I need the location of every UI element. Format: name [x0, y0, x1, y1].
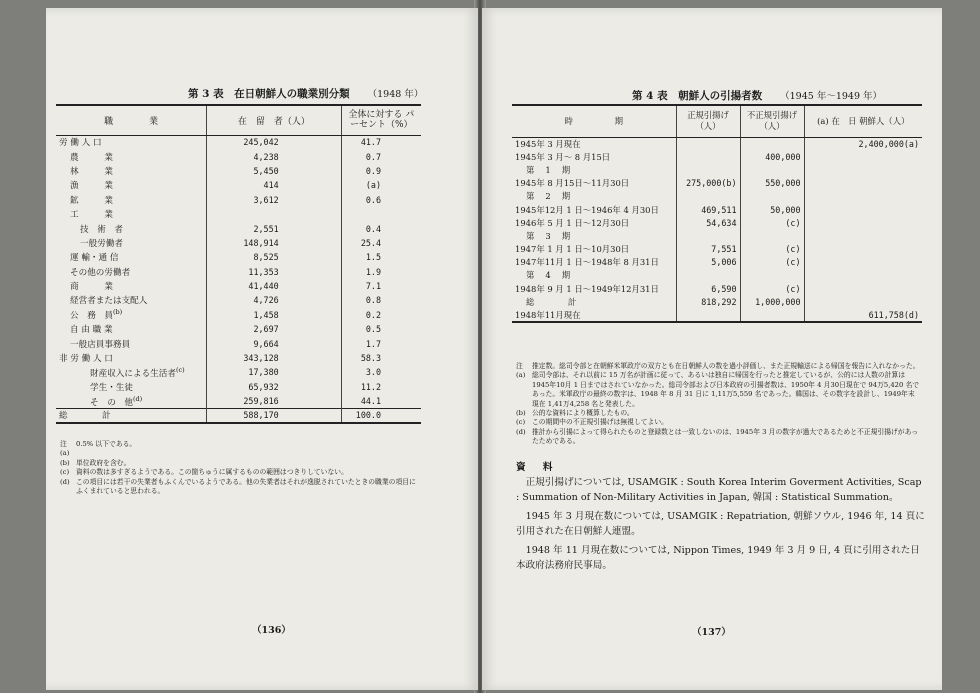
table-row: [56, 149, 421, 163]
irregular-count: (c): [740, 216, 804, 229]
regular-count: 6,590: [676, 282, 740, 295]
resident-count: 414: [207, 178, 342, 192]
table-row: [56, 207, 421, 221]
note-text: 単位政府を含む。: [76, 458, 131, 467]
occupation-label: [56, 265, 207, 279]
table-row: [56, 279, 421, 293]
irregular-count: [740, 137, 804, 150]
resident-count: 2,551: [207, 221, 342, 235]
regular-count: 818,292: [676, 295, 740, 308]
percent-value: 58.3: [360, 353, 381, 364]
header-irregular: 不正規引揚げ（人）: [740, 105, 804, 137]
occupation-label: [56, 236, 207, 250]
occupation-label: [56, 365, 207, 379]
regular-count: [676, 137, 740, 150]
occupation-label: [56, 193, 207, 207]
table-3-notes: [60, 440, 420, 496]
resident-count: [804, 256, 922, 269]
occupation-label: [56, 308, 207, 322]
occupation-label-text: 技 術 者: [80, 224, 123, 235]
table-row: [56, 221, 421, 235]
resident-count: 2,400,000(a): [858, 138, 919, 149]
note-item: [60, 459, 420, 468]
right-page: [482, 8, 942, 690]
note-text: この項目には若干の失業者もふくんでいるようである。他の失業者はそれが逸脱されていたときの職業の項目にふくまれていると思われる。: [76, 477, 416, 496]
source-paragraph: 1948 年 11 月現在数については, Nippon Times, 1949 年 3 月 9 日, 4 頁に引用された日本政府法務府民事局。: [516, 545, 920, 571]
occupation-label-text: 商 業: [70, 282, 113, 293]
period-label: 第 1 期: [512, 163, 676, 176]
occupation-label: [56, 408, 207, 422]
irregular-count: (c): [740, 282, 804, 295]
regular-count: [676, 163, 740, 176]
occupation-label: [56, 293, 207, 307]
irregular-count: 550,000: [740, 177, 804, 190]
table-4-year: （1945 年～1949 年）: [780, 91, 883, 102]
resident-count: 17,380: [207, 365, 342, 379]
resident-count: 41,440: [207, 279, 342, 293]
resident-count: 4,726: [207, 293, 342, 307]
period-label: 第 3 期: [512, 229, 676, 242]
note-text: 資料の数は多すぎるようである。この箇ちゅうに属するものの範囲はつきりしていない。: [76, 468, 348, 477]
period-label: 1947年 1 月 1 日～10月30日: [512, 243, 676, 256]
table-row: [56, 336, 421, 350]
occupation-label: [56, 149, 207, 163]
irregular-count: [740, 229, 804, 242]
header-resident: (a) 在 日 朝鮮人（人）: [804, 105, 922, 137]
table-row: [56, 178, 421, 192]
note-item: [60, 440, 420, 459]
table-row: [56, 365, 421, 379]
percent-value: 1.9: [365, 266, 381, 277]
percent-value: 0.5: [365, 324, 381, 335]
occupation-label-text: 一般労働者: [80, 238, 123, 249]
period-label: 1945年 8 月15日～11月30日: [512, 177, 676, 190]
percent-value: 1.7: [365, 338, 381, 349]
note-text: 0.5% 以下である。: [76, 440, 137, 448]
percent-value: (a): [365, 180, 381, 191]
table-row: [512, 177, 922, 190]
irregular-count: 400,000: [740, 150, 804, 163]
table-row: [56, 236, 421, 250]
occupation-label-text: そ の 他: [90, 397, 133, 408]
occupation-label: [56, 351, 207, 365]
irregular-count: 50,000: [740, 203, 804, 216]
table-3-year: （1948 年）: [367, 89, 424, 100]
table-row: [512, 203, 922, 216]
period-label: 1945年 3 月～ 8 月15日: [512, 150, 676, 163]
regular-count: 54,634: [676, 216, 740, 229]
regular-count: [676, 150, 740, 163]
occupation-label-text: 財産収入による生活者: [90, 368, 176, 379]
occupation-label-text: 非 労 働 人 口: [59, 354, 113, 365]
period-label: 1948年 9 月 1 日～1949年12月31日: [512, 282, 676, 295]
resident-count: 259,816: [207, 394, 342, 408]
note-item: [516, 362, 920, 409]
table-row: [512, 243, 922, 256]
occupation-label-text: 漁 業: [70, 181, 113, 192]
note-mark: 注 (a): [60, 440, 70, 458]
resident-count: [804, 177, 922, 190]
regular-count: [676, 269, 740, 282]
table-4-notes: [516, 362, 920, 447]
period-label: 1948年11月現在: [512, 308, 676, 321]
header-residents: 在 留 者（人）: [207, 105, 342, 135]
resident-count: [804, 269, 922, 282]
resident-count: 588,170: [207, 408, 342, 422]
table-3-title: 第 3 表 在日朝鮮人の職業別分類: [188, 88, 350, 100]
resident-count: 11,353: [207, 265, 342, 279]
regular-count: 7,551: [676, 243, 740, 256]
period-label: 1946年 5 月 1 日～12月30日: [512, 216, 676, 229]
occupation-label-text: 労 働 人 口: [59, 138, 102, 149]
percent-value: [341, 207, 421, 221]
table-row: [56, 408, 421, 422]
period-label: 1947年11月 1 日～1948年 8 月31日: [512, 256, 676, 269]
resident-count: [804, 150, 922, 163]
resident-count: [804, 243, 922, 256]
note-text: 推定数。総司令部と在朝鮮米軍政庁の双方とも在日朝鮮人の数を過小評価し、また正規輸送による帰国を報告に入れなかった。総司令部は、それ以前に 15 万名が計画に従って、あるいは独自に帰国を行ったと推定しているが、公的には人数の計算は 1945年10月 1 日まではされていなかった。総司令部および日本政府の引揚者数は、1950年 4 月30日現在で 94万5,420 名であった。米軍政庁の最終の数字は、1948 年 8 月 31 日に 1,11万5,559 名であった。韓国は、その数字を設計し、1949年末現在 1,41万4,258 名と発表した。: [532, 362, 920, 408]
occupation-label: [56, 336, 207, 350]
percent-value: 44.1: [360, 395, 381, 406]
occupation-label: [56, 164, 207, 178]
occupation-label-text: 林 業: [70, 166, 113, 177]
table-row: [512, 308, 922, 321]
table-row: [512, 269, 922, 282]
table-4-title: 第 4 表 朝鮮人の引揚者数: [632, 90, 763, 102]
table-row: [512, 190, 922, 203]
regular-count: 469,511: [676, 203, 740, 216]
table-row: [56, 351, 421, 365]
percent-value: 100.0: [355, 410, 381, 421]
resident-count: 245,042: [207, 135, 342, 149]
occupation-label-text: 工 業: [70, 210, 113, 221]
resident-count: [207, 207, 342, 221]
occupation-label: [56, 279, 207, 293]
note-text: この期間中の不正規引揚げは無視してよい。: [532, 418, 668, 427]
irregular-count: (c): [740, 256, 804, 269]
table-row: [512, 295, 922, 308]
table-header-row: [512, 105, 922, 137]
percent-value: 41.7: [360, 137, 381, 148]
occupation-label: [56, 135, 207, 149]
note-mark: (b): [112, 308, 123, 317]
irregular-count: [740, 190, 804, 203]
table-4-caption: [632, 88, 882, 103]
occupation-label: [56, 322, 207, 336]
percent-value: 0.4: [365, 223, 381, 234]
occupation-label: [56, 178, 207, 192]
note-mark: 注 (a): [516, 362, 526, 380]
resident-count: [804, 203, 922, 216]
percent-value: 7.1: [365, 281, 381, 292]
repatriation-table: [512, 104, 922, 323]
occupation-label-text: 経営者または支配人: [70, 296, 148, 307]
table-row: [56, 250, 421, 264]
occupation-label-text: 公 務 員: [70, 311, 113, 322]
table-row: [56, 135, 421, 149]
header-period: 時 期: [512, 105, 676, 137]
table-row: [56, 322, 421, 336]
irregular-count: 1,000,000: [740, 295, 804, 308]
header-regular: 正規引揚げ（人）: [676, 105, 740, 137]
period-label: 1945年12月 1 日～1946年 4 月30日: [512, 203, 676, 216]
note-mark: (b): [60, 458, 70, 467]
occupation-label: [56, 394, 207, 408]
percent-value: 0.7: [365, 151, 381, 162]
regular-count: 275,000(b): [676, 177, 740, 190]
table-row: [512, 256, 922, 269]
period-label: 第 4 期: [512, 269, 676, 282]
resident-count: [804, 295, 922, 308]
resident-count: 148,914: [207, 236, 342, 250]
note-item: [516, 428, 920, 447]
table-row: [512, 137, 922, 150]
percent-value: 0.2: [365, 309, 381, 320]
resident-count: [804, 190, 922, 203]
table-row: [56, 293, 421, 307]
table-header-row: [56, 105, 421, 135]
occupation-label-text: 運 輸・通 信: [70, 253, 119, 264]
resident-count: [804, 216, 922, 229]
period-label: 1945年 3 月現在: [512, 137, 676, 150]
note-item: [516, 418, 920, 427]
resident-count: 3,612: [207, 193, 342, 207]
note-mark: (d): [132, 394, 143, 403]
percent-value: 3.0: [365, 367, 381, 378]
resident-count: [804, 229, 922, 242]
occupation-label-text: その他の労働者: [70, 267, 131, 278]
irregular-count: [740, 308, 804, 321]
table-row: [512, 229, 922, 242]
resident-count: 8,525: [207, 250, 342, 264]
source-paragraph: 1945 年 3 月現在数については, USAMGIK : Repatriation, 朝鮮ソウル, 1946 年, 14 頁に引用された在日朝鮮人連盟。: [516, 511, 925, 537]
occupation-table: [56, 104, 421, 424]
table-row: [56, 308, 421, 322]
table-row: [512, 150, 922, 163]
resident-count: 65,932: [207, 380, 342, 394]
period-label: 第 2 期: [512, 190, 676, 203]
occupation-label-text: 学生・生徒: [90, 382, 133, 393]
note-item: [60, 478, 420, 497]
occupation-label-text: 総 計: [59, 411, 111, 422]
resident-count: [804, 282, 922, 295]
left-page: [46, 8, 478, 690]
header-occupation: 職 業: [56, 105, 207, 135]
note-mark: (c): [175, 366, 185, 375]
resident-count: 9,664: [207, 336, 342, 350]
resident-count: [804, 163, 922, 176]
irregular-count: [740, 269, 804, 282]
note-mark: (c): [60, 468, 70, 477]
sources-section: [516, 460, 926, 577]
irregular-count: [740, 163, 804, 176]
occupation-label: [56, 207, 207, 221]
page-number-136: （136）: [252, 625, 291, 636]
percent-value: 0.6: [365, 194, 381, 205]
source-paragraph: 正規引揚げについては, USAMGIK : South Korea Interim Goverment Activities, Scap : Summation of Non-Military Activities in Japan, 韓国 : Statistical Summation。: [516, 477, 922, 503]
percent-value: 11.2: [360, 381, 381, 392]
table-3-caption: [188, 86, 423, 101]
note-mark: (d): [60, 477, 70, 486]
occupation-label: [56, 380, 207, 394]
percent-value: 25.4: [360, 237, 381, 248]
resident-count: 4,238: [207, 149, 342, 163]
resident-count: 343,128: [207, 351, 342, 365]
table-row: [512, 216, 922, 229]
occupation-label-text: 農 業: [70, 152, 113, 163]
page-number-137: （137）: [692, 627, 731, 638]
table-row: [56, 265, 421, 279]
occupation-label-text: 一般店員事務員: [70, 339, 131, 350]
resident-count: 5,450: [207, 164, 342, 178]
percent-value: 0.9: [365, 165, 381, 176]
irregular-count: (c): [740, 243, 804, 256]
note-mark: (b): [516, 409, 526, 418]
occupation-label: [56, 221, 207, 235]
sources-heading: 資 料: [516, 462, 557, 473]
note-text: 推計から引揚によって得られたものと登録数とは一致しないのは、1945年 3 月の数字が過大であるためと不正規引揚げがあったためである。: [532, 427, 919, 446]
note-mark: (d): [516, 427, 526, 436]
regular-count: 5,006: [676, 256, 740, 269]
note-mark: (c): [516, 418, 526, 427]
resident-count: 611,758(d): [868, 309, 919, 320]
resident-count: 1,458: [207, 308, 342, 322]
note-text: 公的な資料により概算したもの。: [532, 409, 634, 418]
header-percent: 全体に対する パーセント（%）: [341, 105, 421, 135]
percent-value: 0.8: [365, 295, 381, 306]
occupation-label-text: 鉱 業: [70, 195, 113, 206]
occupation-label: [56, 250, 207, 264]
table-row: [56, 394, 421, 408]
regular-count: [676, 190, 740, 203]
table-row: [512, 282, 922, 295]
period-label: 総 計: [512, 295, 676, 308]
table-row: [56, 380, 421, 394]
regular-count: [676, 308, 740, 321]
table-row: [56, 193, 421, 207]
note-item: [60, 468, 420, 477]
table-row: [512, 163, 922, 176]
percent-value: 1.5: [365, 252, 381, 263]
occupation-label-text: 自 由 職 業: [70, 325, 113, 336]
table-row: [56, 164, 421, 178]
regular-count: [676, 229, 740, 242]
resident-count: 2,697: [207, 322, 342, 336]
